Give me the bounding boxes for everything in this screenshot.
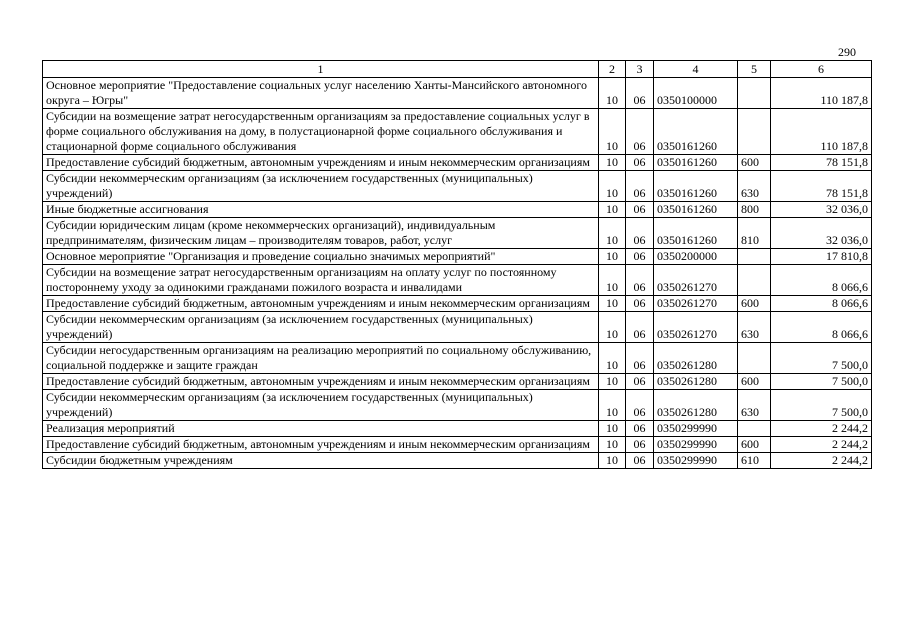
table-row (43, 155, 872, 171)
expense-type-cell: 600 (738, 374, 771, 390)
section-cell: 10 (599, 390, 626, 421)
row-name-cell: Субсидии на возмещение затрат негосударственным организациям на оплату услуг по постоянному постороннему уходу за одинокими гражданами пожилого возраста и инвалидами (43, 265, 599, 296)
row-name-cell: Предоставление субсидий бюджетным, автономным учреждениям и иным некоммерческим организациям (43, 155, 599, 171)
expense-type-cell (738, 249, 771, 265)
expense-type-cell: 630 (738, 312, 771, 343)
table-row (43, 171, 872, 202)
subsection-cell: 06 (626, 249, 654, 265)
amount-cell: 78 151,8 (771, 171, 872, 202)
section-cell: 10 (599, 109, 626, 155)
target-code-cell: 0350261270 (654, 265, 738, 296)
target-code-cell: 0350161260 (654, 155, 738, 171)
target-code-cell: 0350299990 (654, 453, 738, 469)
row-name-cell: Предоставление субсидий бюджетным, автономным учреждениям и иным некоммерческим организациям (43, 437, 599, 453)
expense-type-cell: 810 (738, 218, 771, 249)
amount-cell: 2 244,2 (771, 437, 872, 453)
section-cell: 10 (599, 155, 626, 171)
table-row (43, 202, 872, 218)
expense-type-cell: 610 (738, 453, 771, 469)
amount-cell: 7 500,0 (771, 343, 872, 374)
target-code-cell: 0350261270 (654, 312, 738, 343)
expense-type-cell (738, 109, 771, 155)
expense-type-cell: 630 (738, 171, 771, 202)
target-code-cell: 0350161260 (654, 171, 738, 202)
expense-type-cell (738, 265, 771, 296)
subsection-cell: 06 (626, 453, 654, 469)
target-code-cell: 0350261280 (654, 343, 738, 374)
table-row (43, 421, 872, 437)
expense-type-cell: 600 (738, 296, 771, 312)
target-code-cell: 0350161260 (654, 218, 738, 249)
column-header: 1 (43, 61, 599, 78)
expense-type-cell: 800 (738, 202, 771, 218)
subsection-cell: 06 (626, 421, 654, 437)
target-code-cell: 0350261280 (654, 374, 738, 390)
table-row (43, 249, 872, 265)
expense-type-cell (738, 78, 771, 109)
amount-cell: 17 810,8 (771, 249, 872, 265)
table-row (43, 296, 872, 312)
row-name-cell: Иные бюджетные ассигнования (43, 202, 599, 218)
table-row (43, 312, 872, 343)
table-row (43, 343, 872, 374)
section-cell: 10 (599, 437, 626, 453)
row-name-cell: Основное мероприятие "Предоставление социальных услуг населению Ханты-Мансийского автономного округа – Югры" (43, 78, 599, 109)
amount-cell: 78 151,8 (771, 155, 872, 171)
subsection-cell: 06 (626, 312, 654, 343)
column-header: 3 (626, 61, 654, 78)
section-cell: 10 (599, 312, 626, 343)
subsection-cell: 06 (626, 78, 654, 109)
subsection-cell: 06 (626, 437, 654, 453)
target-code-cell: 0350200000 (654, 249, 738, 265)
subsection-cell: 06 (626, 155, 654, 171)
section-cell: 10 (599, 171, 626, 202)
table-row (43, 374, 872, 390)
row-name-cell: Субсидии некоммерческим организациям (за исключением государственных (муниципальных) учреждений) (43, 171, 599, 202)
amount-cell: 110 187,8 (771, 109, 872, 155)
table-row (43, 78, 872, 109)
subsection-cell: 06 (626, 374, 654, 390)
row-name-cell: Субсидии на возмещение затрат негосударственным организациям за предоставление социальных услуг в форме социального обслуживания на дому, в полустационарной форме социального обслуживания и стационарной форме социального обслуживания (43, 109, 599, 155)
section-cell: 10 (599, 421, 626, 437)
section-cell: 10 (599, 202, 626, 218)
expense-type-cell: 600 (738, 437, 771, 453)
subsection-cell: 06 (626, 218, 654, 249)
amount-cell: 2 244,2 (771, 421, 872, 437)
target-code-cell: 0350299990 (654, 421, 738, 437)
table-row (43, 265, 872, 296)
table-row (43, 453, 872, 469)
amount-cell: 8 066,6 (771, 312, 872, 343)
section-cell: 10 (599, 78, 626, 109)
section-cell: 10 (599, 296, 626, 312)
column-header: 2 (599, 61, 626, 78)
target-code-cell: 0350299990 (654, 437, 738, 453)
section-cell: 10 (599, 453, 626, 469)
amount-cell: 32 036,0 (771, 218, 872, 249)
subsection-cell: 06 (626, 109, 654, 155)
table-header-row (43, 61, 872, 78)
row-name-cell: Реализация мероприятий (43, 421, 599, 437)
table-row (43, 109, 872, 155)
subsection-cell: 06 (626, 171, 654, 202)
subsection-cell: 06 (626, 202, 654, 218)
amount-cell: 2 244,2 (771, 453, 872, 469)
section-cell: 10 (599, 249, 626, 265)
section-cell: 10 (599, 343, 626, 374)
section-cell: 10 (599, 374, 626, 390)
target-code-cell: 0350161260 (654, 109, 738, 155)
table-row (43, 218, 872, 249)
row-name-cell: Субсидии некоммерческим организациям (за исключением государственных (муниципальных) учреждений) (43, 390, 599, 421)
row-name-cell: Основное мероприятие "Организация и проведение социально значимых мероприятий" (43, 249, 599, 265)
row-name-cell: Субсидии юридическим лицам (кроме некоммерческих организаций), индивидуальным предпринимателям, физическим лицам – производителям товаров, работ, услуг (43, 218, 599, 249)
row-name-cell: Предоставление субсидий бюджетным, автономным учреждениям и иным некоммерческим организациям (43, 296, 599, 312)
amount-cell: 110 187,8 (771, 78, 872, 109)
row-name-cell: Субсидии некоммерческим организациям (за исключением государственных (муниципальных) учреждений) (43, 312, 599, 343)
expense-type-cell (738, 343, 771, 374)
expense-type-cell: 600 (738, 155, 771, 171)
target-code-cell: 0350161260 (654, 202, 738, 218)
amount-cell: 7 500,0 (771, 374, 872, 390)
amount-cell: 32 036,0 (771, 202, 872, 218)
subsection-cell: 06 (626, 343, 654, 374)
row-name-cell: Субсидии бюджетным учреждениям (43, 453, 599, 469)
section-cell: 10 (599, 265, 626, 296)
budget-table (42, 60, 872, 469)
table-row (43, 437, 872, 453)
table-row (43, 390, 872, 421)
expense-type-cell: 630 (738, 390, 771, 421)
section-cell: 10 (599, 218, 626, 249)
subsection-cell: 06 (626, 265, 654, 296)
column-header: 6 (771, 61, 872, 78)
target-code-cell: 0350261280 (654, 390, 738, 421)
column-header: 4 (654, 61, 738, 78)
row-name-cell: Предоставление субсидий бюджетным, автономным учреждениям и иным некоммерческим организациям (43, 374, 599, 390)
target-code-cell: 0350100000 (654, 78, 738, 109)
expense-type-cell (738, 421, 771, 437)
amount-cell: 8 066,6 (771, 296, 872, 312)
amount-cell: 7 500,0 (771, 390, 872, 421)
target-code-cell: 0350261270 (654, 296, 738, 312)
page-number: 290 (838, 45, 856, 59)
subsection-cell: 06 (626, 390, 654, 421)
amount-cell: 8 066,6 (771, 265, 872, 296)
subsection-cell: 06 (626, 296, 654, 312)
column-header: 5 (738, 61, 771, 78)
row-name-cell: Субсидии негосударственным организациям на реализацию мероприятий по социальному обслуживанию, социальной поддержке и защите граждан (43, 343, 599, 374)
